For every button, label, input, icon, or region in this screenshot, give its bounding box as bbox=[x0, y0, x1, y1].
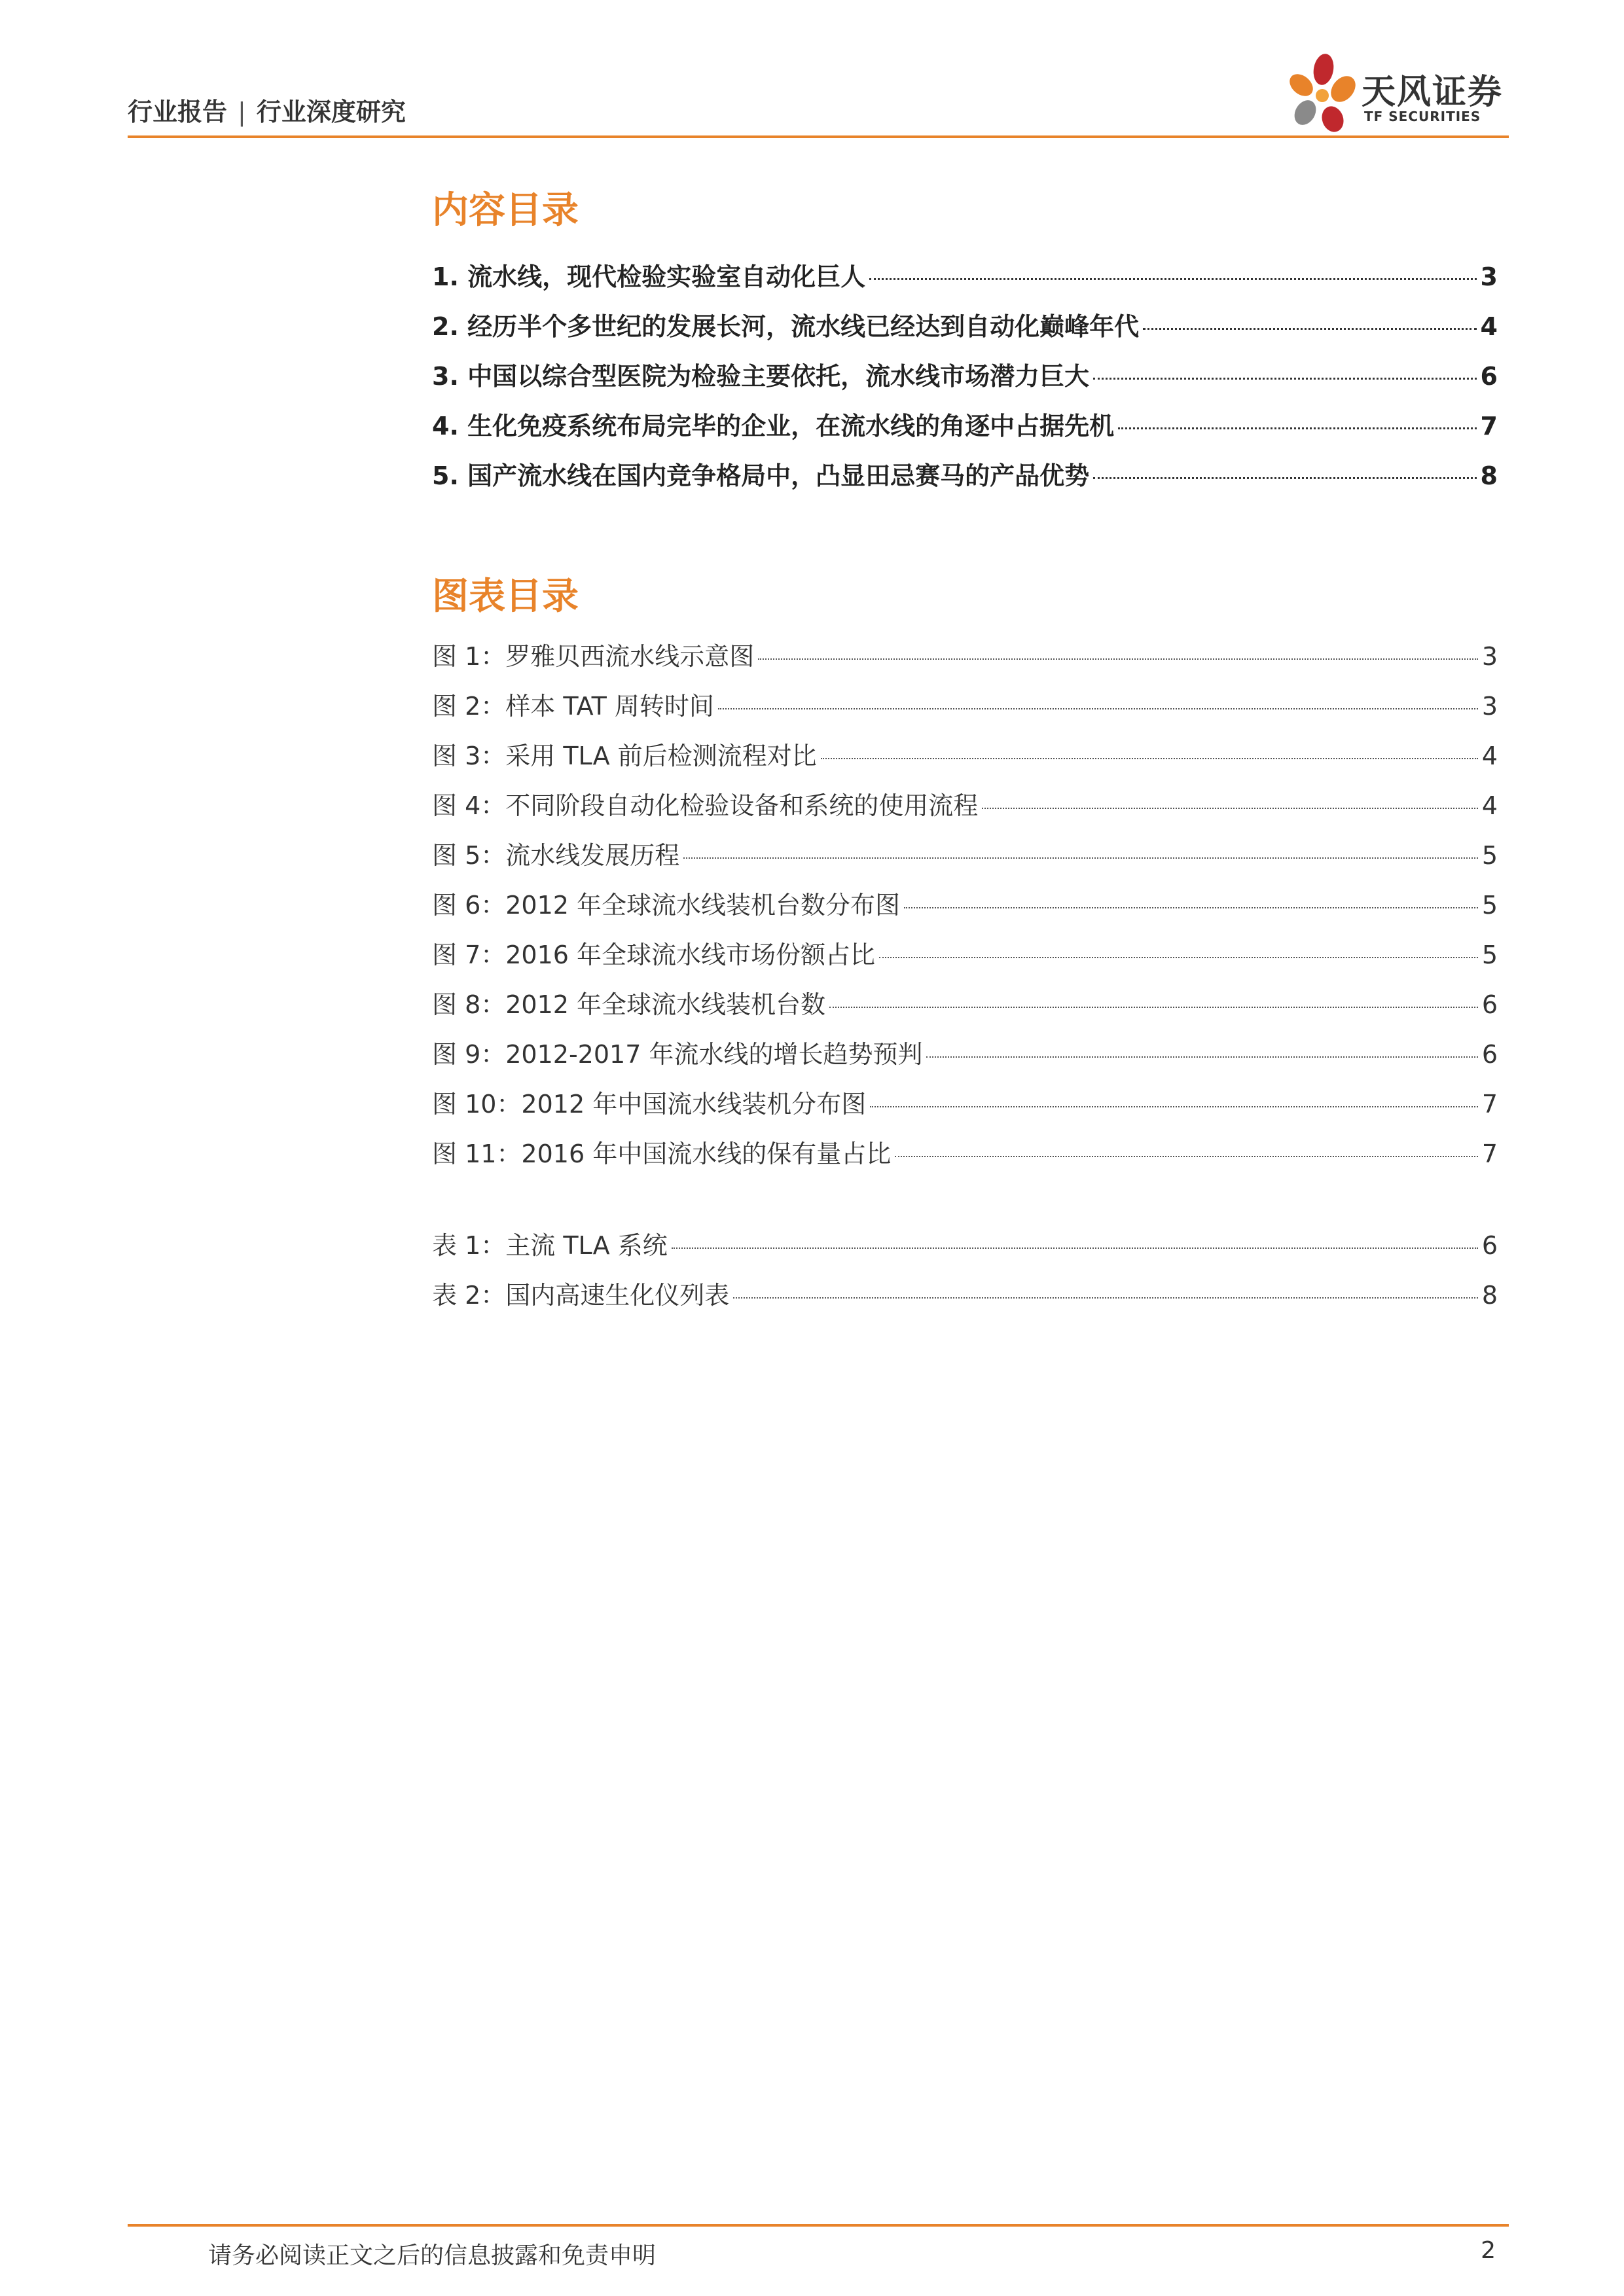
toc-leader-dots bbox=[672, 1247, 1478, 1249]
toc-item-label: 5. 国产流水线在国内竞争格局中，凸显田忌赛马的产品优势 bbox=[432, 461, 1090, 490]
figure-toc-item[interactable] bbox=[432, 785, 1498, 835]
contents-list bbox=[432, 257, 1498, 505]
toc-leader-dots bbox=[926, 1056, 1477, 1058]
list-spacer bbox=[432, 1183, 1498, 1225]
contents-title: 内容目录 bbox=[432, 189, 579, 232]
figure-toc-page: 7 bbox=[1481, 1139, 1498, 1168]
logo-name-cn: 天风证券 bbox=[1362, 73, 1504, 112]
toc-leader-dots bbox=[733, 1297, 1478, 1299]
tf-securities-logo bbox=[1283, 51, 1512, 136]
figure-toc-page: 5 bbox=[1481, 891, 1498, 920]
figure-toc-item[interactable] bbox=[432, 885, 1498, 935]
figure-toc-item[interactable] bbox=[432, 835, 1498, 885]
figure-toc-item[interactable] bbox=[432, 636, 1498, 686]
header-category: 行业报告 bbox=[128, 98, 228, 126]
header-separator: | bbox=[238, 98, 246, 126]
toc-leader-dots bbox=[829, 1007, 1478, 1008]
toc-item[interactable] bbox=[432, 406, 1498, 456]
toc-item-page: 8 bbox=[1480, 461, 1498, 490]
toc-item[interactable] bbox=[432, 356, 1498, 406]
toc-leader-dots bbox=[982, 808, 1478, 809]
footer-page-number: 2 bbox=[1481, 2237, 1496, 2264]
figure-toc-label: 图 11：2016 年中国流水线的保有量占比 bbox=[432, 1139, 892, 1168]
toc-leader-dots bbox=[718, 708, 1478, 709]
figure-toc-label: 图 1：罗雅贝西流水线示意图 bbox=[432, 642, 755, 671]
toc-item-label: 2. 经历半个多世纪的发展长河，流水线已经达到自动化巅峰年代 bbox=[432, 312, 1140, 341]
figure-toc-label: 图 4：不同阶段自动化检验设备和系统的使用流程 bbox=[432, 791, 979, 820]
figure-toc-page: 6 bbox=[1481, 990, 1498, 1019]
figure-toc-page: 5 bbox=[1481, 941, 1498, 969]
table-toc-page: 6 bbox=[1481, 1231, 1498, 1260]
header-subcategory: 行业深度研究 bbox=[256, 98, 406, 126]
figures-title: 图表目录 bbox=[432, 575, 579, 618]
toc-item-label: 3. 中国以综合型医院为检验主要依托，流水线市场潜力巨大 bbox=[432, 362, 1090, 391]
figure-toc-label: 图 10：2012 年中国流水线装机分布图 bbox=[432, 1090, 867, 1119]
figure-toc-page: 4 bbox=[1481, 742, 1498, 770]
figure-toc-item[interactable] bbox=[432, 1034, 1498, 1084]
figures-section bbox=[432, 571, 1498, 1325]
logo-name-en: TF SECURITIES bbox=[1364, 109, 1481, 124]
footer-disclaimer: 请务必阅读正文之后的信息披露和免责申明 bbox=[208, 2242, 657, 2269]
toc-item-label: 4. 生化免疫系统布局完毕的企业，在流水线的角逐中占据先机 bbox=[432, 412, 1115, 440]
logo-petal-left bbox=[1286, 69, 1318, 100]
toc-item-page: 7 bbox=[1480, 412, 1498, 440]
toc-item-label: 1. 流水线，现代检验实验室自动化巨人 bbox=[432, 262, 866, 291]
toc-item-page: 3 bbox=[1480, 262, 1498, 291]
toc-leader-dots bbox=[870, 1106, 1478, 1107]
logo-petal-bottom-right bbox=[1318, 103, 1347, 135]
toc-leader-dots bbox=[1118, 427, 1476, 429]
figure-toc-label: 图 3：采用 TLA 前后检测流程对比 bbox=[432, 742, 817, 770]
figure-toc-label: 图 7：2016 年全球流水线市场份额占比 bbox=[432, 941, 876, 969]
tables-list bbox=[432, 1225, 1498, 1325]
table-toc-page: 8 bbox=[1481, 1281, 1498, 1310]
table-toc-label: 表 1：主流 TLA 系统 bbox=[432, 1231, 668, 1260]
toc-leader-dots bbox=[1093, 477, 1476, 479]
toc-item[interactable] bbox=[432, 257, 1498, 306]
figure-toc-page: 3 bbox=[1481, 642, 1498, 671]
footer-rule bbox=[128, 2224, 1509, 2227]
figure-toc-page: 4 bbox=[1481, 791, 1498, 820]
toc-leader-dots bbox=[904, 907, 1478, 908]
contents-section bbox=[432, 185, 1498, 505]
figure-toc-page: 5 bbox=[1481, 841, 1498, 870]
toc-leader-dots bbox=[821, 758, 1478, 759]
toc-item[interactable] bbox=[432, 306, 1498, 356]
figure-toc-page: 7 bbox=[1481, 1090, 1498, 1119]
logo-petal-bottom-left bbox=[1290, 96, 1320, 129]
figure-toc-item[interactable] bbox=[432, 736, 1498, 785]
figure-toc-item[interactable] bbox=[432, 1134, 1498, 1183]
logo-center bbox=[1316, 89, 1329, 102]
figures-list bbox=[432, 636, 1498, 1183]
table-toc-item[interactable] bbox=[432, 1225, 1498, 1275]
toc-leader-dots bbox=[683, 857, 1478, 859]
figure-toc-item[interactable] bbox=[432, 935, 1498, 984]
flower-logo-icon bbox=[1283, 51, 1362, 136]
figure-toc-label: 图 9：2012-2017 年流水线的增长趋势预判 bbox=[432, 1040, 923, 1069]
toc-leader-dots bbox=[869, 278, 1476, 280]
toc-leader-dots bbox=[1143, 328, 1476, 330]
figure-toc-label: 图 2：样本 TAT 周转时间 bbox=[432, 692, 714, 721]
figure-toc-item[interactable] bbox=[432, 1084, 1498, 1134]
header-rule bbox=[128, 135, 1509, 138]
toc-item-page: 6 bbox=[1480, 362, 1498, 391]
toc-leader-dots bbox=[758, 658, 1478, 660]
figure-toc-label: 图 8：2012 年全球流水线装机台数 bbox=[432, 990, 826, 1019]
figure-toc-label: 图 5：流水线发展历程 bbox=[432, 841, 680, 870]
figure-toc-page: 3 bbox=[1481, 692, 1498, 721]
table-toc-label: 表 2：国内高速生化仪列表 bbox=[432, 1281, 730, 1310]
toc-leader-dots bbox=[895, 1156, 1478, 1157]
toc-leader-dots bbox=[879, 957, 1478, 958]
toc-item-page: 4 bbox=[1480, 312, 1498, 341]
table-toc-item[interactable] bbox=[432, 1275, 1498, 1325]
figure-toc-label: 图 6：2012 年全球流水线装机台数分布图 bbox=[432, 891, 901, 920]
toc-leader-dots bbox=[1093, 378, 1476, 380]
figure-toc-page: 6 bbox=[1481, 1040, 1498, 1069]
toc-item[interactable] bbox=[432, 456, 1498, 505]
figure-toc-item[interactable] bbox=[432, 984, 1498, 1034]
logo-petal-top bbox=[1311, 52, 1336, 86]
figure-toc-item[interactable] bbox=[432, 686, 1498, 736]
